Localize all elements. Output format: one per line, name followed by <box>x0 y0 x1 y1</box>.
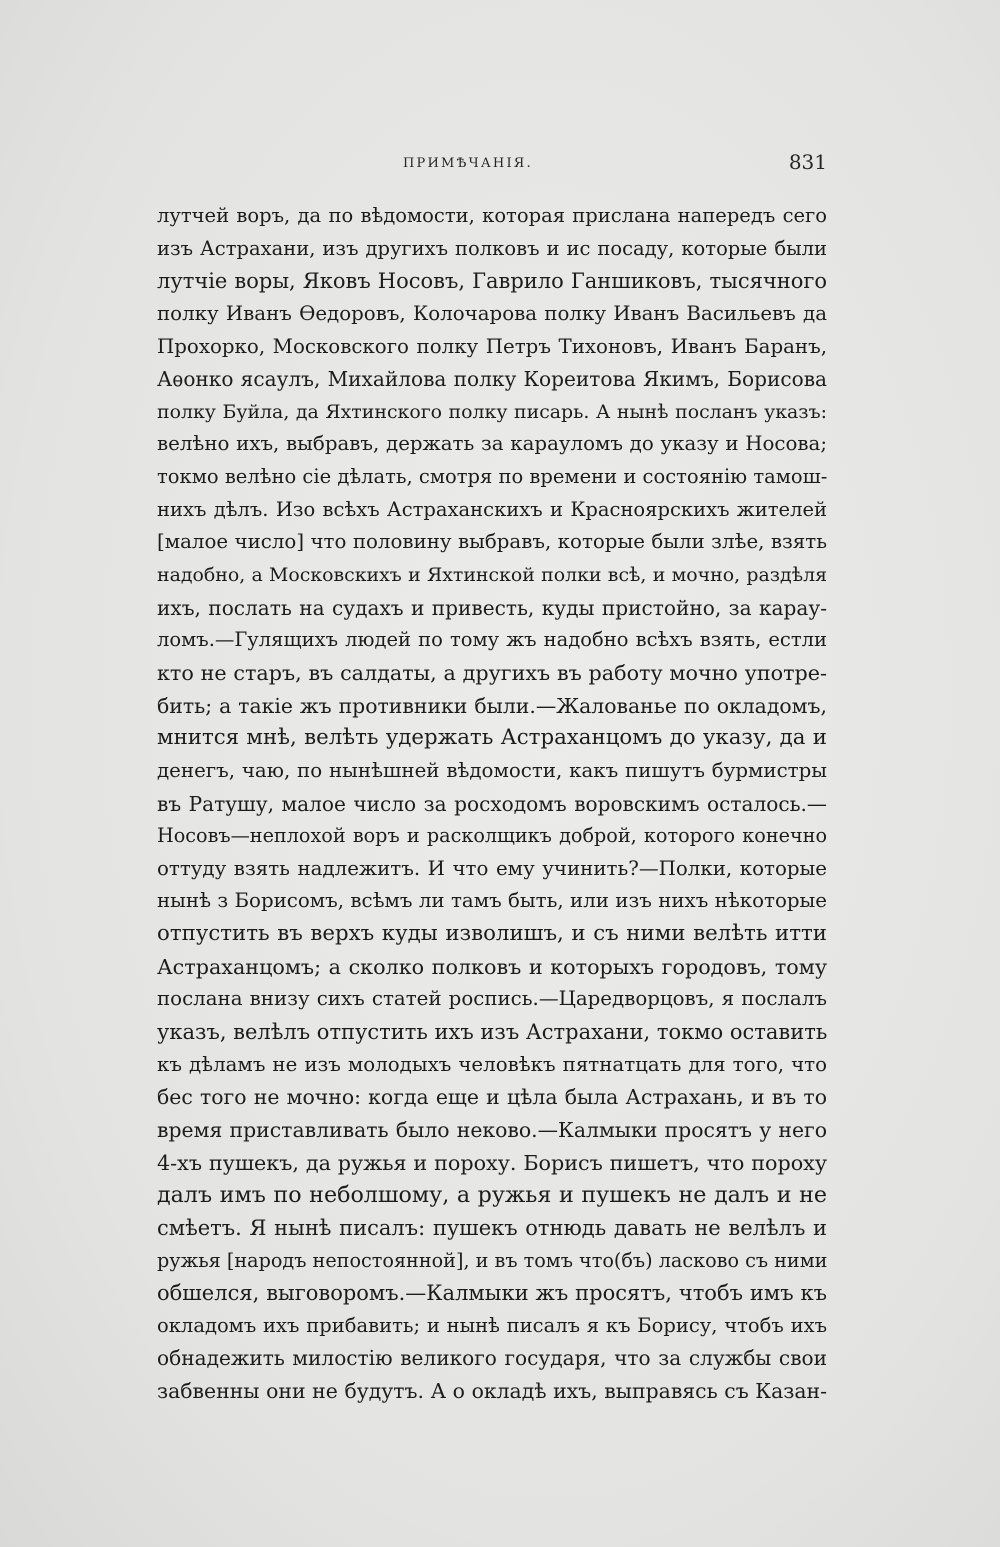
text-line: ружья [народъ непостоянной], и въ томъ что(бъ) ласково съ ними <box>157 1248 827 1272</box>
text-line: забвенны они не будутъ. А о окладѣ ихъ, выправясь съ Казан- <box>157 1379 827 1404</box>
text-line: Астраханцомъ; а сколко полковъ и которыхъ городовъ, тому <box>157 954 827 979</box>
text-line: [малое число] что половину выбравъ, которые были злѣе, взять <box>157 530 827 554</box>
text-line: оттуду взять надлежитъ. И что ему учинить?—Полки, которые <box>157 856 827 880</box>
page-header <box>157 148 827 178</box>
text-line: нынѣ з Борисомъ, всѣмъ ли тамъ быть, или изъ нихъ нѣкоторые <box>157 889 827 913</box>
text-line: нихъ дѣлъ. Изо всѣхъ Астраханскихъ и Красноярскихъ жителей <box>157 497 827 521</box>
text-line: надобно, а Московскихъ и Яхтинской полки всѣ, и мочно, раздѣля <box>157 564 827 587</box>
text-line: мнится мнѣ, велѣть удержать Астраханцомъ до указу, да и <box>157 725 827 751</box>
text-line: Аѳонко ясаулъ, Михайлова полку Кореитова Якимъ, Борисова <box>157 367 827 392</box>
text-line: обшелся, выговоромъ.—Калмыки жъ просятъ, чтобъ имъ къ <box>157 1281 827 1306</box>
text-line: окладомъ ихъ прибавить; и нынѣ писалъ я къ Борису, чтобъ ихъ <box>157 1313 827 1337</box>
text-line: полку Иванъ Ѳедоровъ, Колочарова полку Иванъ Васильевъ да <box>157 301 827 325</box>
text-line: указъ, велѣлъ отпустить ихъ изъ Астрахани, токмо оставить <box>157 1020 827 1045</box>
text-line: Носовъ—неплохой воръ и расколщикъ доброй, которого конечно <box>157 824 827 848</box>
running-title: ПРИМѢЧАНІЯ. <box>403 156 533 171</box>
text-line: лутчей воръ, да по вѣдомости, которая прислана напередъ сего <box>157 204 827 227</box>
text-line: послана внизу сихъ статей роспись.—Царедворцовъ, я послалъ <box>157 987 827 1011</box>
text-line: ихъ, послать на судахъ и привесть, куды пристойно, за карау- <box>157 595 827 620</box>
text-line: полку Буйла, да Яхтинского полку писарь. А нынѣ посланъ указъ: <box>157 400 827 423</box>
text-line: отпустить въ верхъ куды изволишъ, и съ ними велѣть итти <box>157 921 827 947</box>
text-line: смѣетъ. Я нынѣ писалъ: пушекъ отнюдь давать не велѣлъ и <box>157 1215 827 1240</box>
text-line: денегъ, чаю, по нынѣшней вѣдомости, какъ пишутъ бурмистры <box>157 758 827 782</box>
text-line: кто не старъ, въ салдаты, а другихъ въ работу мочно употре- <box>157 660 827 685</box>
text-line: далъ имъ по неболшому, а ружья и пушекъ не далъ и не <box>157 1182 827 1209</box>
text-line: 4-хъ пушекъ, да ружья и пороху. Борисъ пишетъ, что пороху <box>157 1150 827 1175</box>
page-number: 831 <box>788 150 827 174</box>
text-line: бес того не мочно: когда еще и цѣла была Астрахань, и въ то <box>157 1085 827 1110</box>
text-line: токмо велѣно сіе дѣлать, смотря по времени и состоянію тамош- <box>157 465 827 489</box>
text-line: изъ Астрахани, изъ другихъ полковъ и ис посаду, которые были <box>157 236 827 260</box>
text-line: Прохорко, Московского полку Петръ Тихоновъ, Иванъ Баранъ, <box>157 334 827 358</box>
text-line: велѣно ихъ, выбравъ, держать за карауломъ до указу и Носова; <box>157 432 827 456</box>
body-text <box>157 200 827 1408</box>
text-line: бить; а такіе жъ противники были.—Жалованье по окладомъ, <box>157 693 827 718</box>
text-line: въ Ратушу, малое число за росходомъ воровскимъ осталось.— <box>157 791 827 816</box>
text-line: лутчіе воры, Яковъ Носовъ, Гаврило Ганшиковъ, тысячного <box>157 269 827 294</box>
text-line: ломъ.—Гулящихъ людей по тому жъ надобно всѣхъ взять, естли <box>157 628 827 652</box>
text-line: къ дѣламъ не изъ молодыхъ человѣкъ пятнатцать для того, что <box>157 1052 827 1076</box>
text-line: обнадежить милостію великого государя, что за службы свои <box>157 1346 827 1371</box>
text-line: время приставливать было неково.—Калмыки просятъ у него <box>157 1117 827 1142</box>
